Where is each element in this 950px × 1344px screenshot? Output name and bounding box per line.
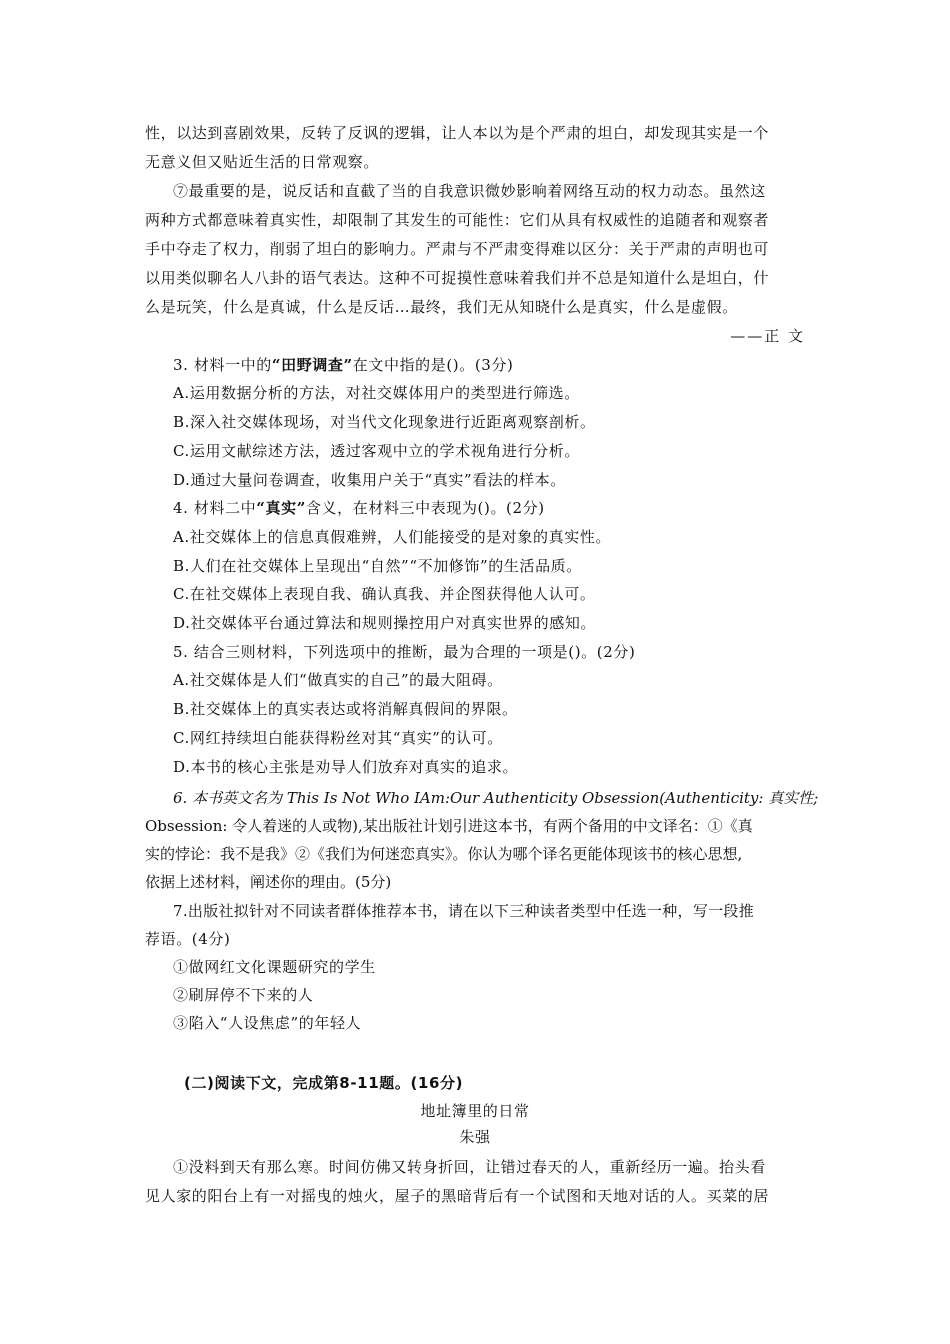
question-4-keyword: “真实”	[256, 499, 306, 517]
question-7-item-1: ①做网红文化课题研究的学生	[173, 958, 376, 976]
question-3-option-c: C.运用文献综述方法，透过客观中立的学术视角进行分析。	[173, 442, 580, 460]
question-3-stem	[173, 354, 833, 376]
paragraph-7-line: 手中夺走了权力，削弱了坦白的影响力。严肃与不严肃变得难以区分：关于严肃的声明也可	[145, 240, 770, 258]
question-4-option-d: D.社交媒体平台通过算法和规则操控用户对真实世界的感知。	[173, 614, 597, 632]
question-4-option-b: B.人们在社交媒体上呈现出“自然”“不加修饰”的生活品质。	[173, 557, 582, 575]
source-attribution: ——正 文	[730, 327, 805, 345]
question-5-stem: 5. 结合三则材料，下列选项中的推断，最为合理的一项是()。(2分)	[173, 643, 636, 661]
paragraph-6-line: 性，以达到喜剧效果，反转了反讽的逻辑，让人本以为是个严肃的坦白，却发现其实是一个	[145, 124, 770, 142]
article-paragraph-1-line: 见人家的阳台上有一对摇曳的烛火，屋子的黑暗背后有一个试图和天地对话的人。买菜的居	[145, 1187, 770, 1205]
question-4-option-c: C.在社交媒体上表现自我、确认真我、并企图获得他人认可。	[173, 585, 596, 603]
question-3-option-d: D.通过大量问卷调查，收集用户关于“真实”看法的样本。	[173, 471, 566, 489]
question-4-suffix: 含义，在材料三中表现为()。(2分)	[305, 499, 545, 517]
question-5-option-d: D.本书的核心主张是劝导人们放弃对真实的追求。	[173, 758, 519, 776]
question-4-option-a: A.社交媒体上的信息真假难辨，人们能接受的是对象的真实性。	[173, 528, 612, 546]
article-paragraph-1-line: ①没料到天有那么寒。时间仿佛又转身折回，让错过春天的人，重新经历一遍。抬头看	[173, 1158, 766, 1176]
section-2-heading: (二)阅读下文，完成第8-11题。(16分)	[184, 1074, 464, 1092]
question-5-option-a: A.社交媒体是人们“做真实的自己”的最大阻碍。	[173, 671, 503, 689]
question-6-line: Obsession: 令人着迷的人或物),某出版社计划引进这本书，有两个备用的中文译名：①《真	[145, 817, 753, 835]
article-title: 地址簿里的日常	[420, 1102, 530, 1120]
paragraph-7-line: ⑦最重要的是，说反话和直截了当的自我意识微妙影响着网络互动的权力动态。虽然这	[173, 182, 766, 200]
question-5-option-b: B.社交媒体上的真实表达或将消解真假间的界限。	[173, 700, 518, 718]
paragraph-6-line: 无意义但又贴近生活的日常观察。	[145, 153, 380, 171]
question-7-item-3: ③陷入“人设焦虑”的年轻人	[173, 1014, 362, 1032]
question-7-item-2: ②刷屏停不下来的人	[173, 986, 314, 1004]
article-author: 朱强	[459, 1128, 491, 1146]
question-6-line: 实的悖论：我不是我》②《我们为何迷恋真实》。你认为哪个译名更能体现该书的核心思想,	[145, 845, 743, 863]
question-3-prefix: 3. 材料一中的	[173, 356, 272, 374]
question-3-option-a: A.运用数据分析的方法，对社交媒体用户的类型进行筛选。	[173, 384, 580, 402]
question-6-line: 6. 本书英文名为 This Is Not Who IAm:Our Authenticity Obsession(Authenticity: 真实性;	[173, 789, 819, 807]
question-4-stem	[173, 497, 833, 519]
question-7-line: 7.出版社拟针对不同读者群体推荐本书，请在以下三种读者类型中任选一种，写一段推	[173, 902, 755, 920]
question-3-option-b: B.深入社交媒体现场，对当代文化现象进行近距离观察剖析。	[173, 413, 596, 431]
question-3-keyword: “田野调查”	[271, 356, 353, 374]
paragraph-7-line: 么是玩笑，什么是真诚，什么是反话…最终，我们无从知晓什么是真实，什么是虚假。	[145, 298, 738, 316]
paragraph-7-line: 两种方式都意味着真实性，却限制了其发生的可能性：它们从具有权威性的追随者和观察者	[145, 211, 770, 229]
question-5-option-c: C.网红持续坦白能获得粉丝对其“真实”的认可。	[173, 729, 503, 747]
question-4-prefix: 4. 材料二中	[173, 499, 257, 517]
question-6-line: 依据上述材料，阐述你的理由。(5分)	[145, 873, 392, 891]
paragraph-7-line: 以用类似聊名人八卦的语气表达。这种不可捉摸性意味着我们并不总是知道什么是坦白，什	[145, 269, 770, 287]
question-7-line: 荐语。(4分)	[145, 930, 231, 948]
question-3-suffix: 在文中指的是()。(3分)	[352, 356, 514, 374]
